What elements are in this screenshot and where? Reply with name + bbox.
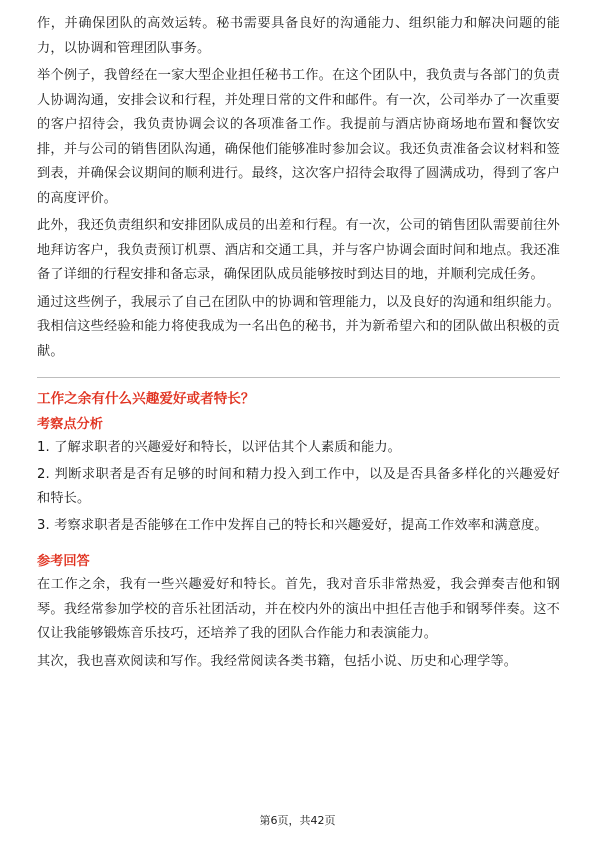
analysis-list bbox=[37, 436, 560, 538]
list-item: 3. 考察求职者是否能够在工作中发挥自己的特长和兴趣爱好，提高工作效率和满意度。 bbox=[37, 517, 548, 533]
paragraph: 举个例子，我曾经在一家大型企业担任秘书工作。在这个团队中，我负责与各部门的负责人协调沟通，安排会议和行程，并处理日常的文件和邮件。有一次，公司举办了一次重要的客户招待会，我负责协调会议的各项准备工作。我提前与酒店协商场地布置和餐饮安排，并与公司的销售团队沟通，确保他们能够准时参加会议。我还负责准备会议材料和签到表，并确保会议期间的顺利进行。最终，这次客户招待会取得了圆满成功，得到了客户的高度评价。 bbox=[37, 68, 560, 206]
answer-heading: 参考回答 bbox=[37, 554, 90, 569]
page-number: 第6页，共42页 bbox=[259, 814, 336, 827]
question-title: 工作之余有什么兴趣爱好或者特长？ bbox=[37, 391, 255, 407]
analysis-heading: 考察点分析 bbox=[37, 417, 103, 432]
spacer bbox=[37, 540, 560, 548]
answer-paragraph: 其次，我也喜欢阅读和写作。我经常阅读各类书籍，包括小说、历史和心理学等。 bbox=[37, 653, 518, 669]
paragraph: 通过这些例子，我展示了自己在团队中的协调和管理能力，以及良好的沟通和组织能力。我相信这些经验和能力将使我成为一名出色的秘书，并为新希望六和的团队做出积极的贡献。 bbox=[37, 294, 560, 359]
list-item: 2. 判断求职者是否有足够的时间和精力投入到工作中，以及是否具备多样化的兴趣爱好和特长。 bbox=[37, 466, 560, 506]
list-item: 1. 了解求职者的兴趣爱好和特长，以评估其个人素质和能力。 bbox=[37, 440, 401, 455]
answer-paragraph: 在工作之余，我有一些兴趣爱好和特长。首先，我对音乐非常热爱，我会弹奏吉他和钢琴。我经常参加学校的音乐社团活动，并在校内外的演出中担任吉他手和钢琴伴奏。这不仅让我能够锻炼音乐技巧，还培养了我的团队合作能力和表演能力。 bbox=[37, 577, 560, 641]
section-divider bbox=[37, 377, 560, 378]
paragraph: 此外，我还负责组织和安排团队成员的出差和行程。有一次，公司的销售团队需要前往外地拜访客户，我负责预订机票、酒店和交通工具，并与客户协调会面时间和地点。我还准备了详细的行程安排和备忘录，确保团队成员能够按时到达目的地，并顺利完成任务。 bbox=[37, 218, 560, 282]
paragraph: 作，并确保团队的高效运转。秘书需要具备良好的沟通能力、组织能力和解决问题的能力，以协调和管理团队事务。 bbox=[37, 16, 560, 56]
document-body bbox=[37, 12, 560, 677]
